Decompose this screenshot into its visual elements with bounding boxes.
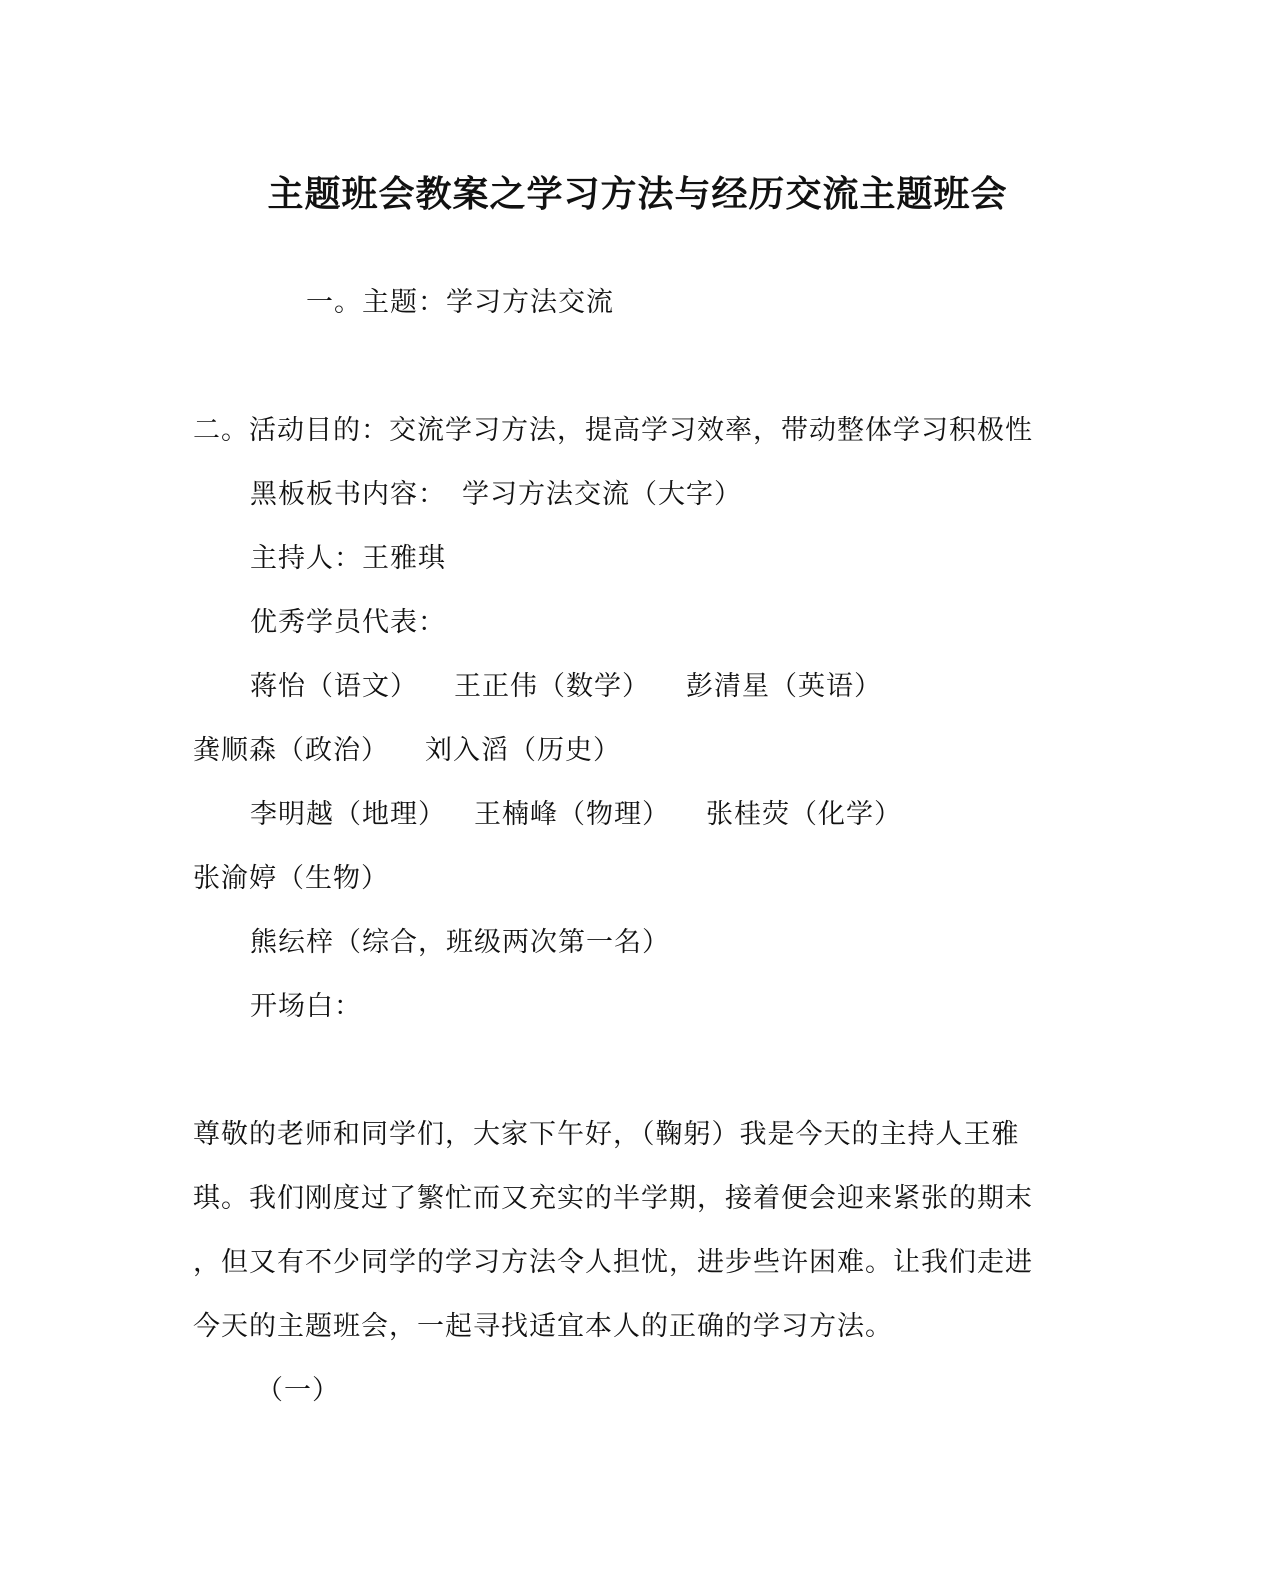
representatives-row-4 <box>193 862 389 896</box>
document-title: 主题班会教案之学习方法与经历交流主题班会 <box>267 173 1008 215</box>
blackboard-line <box>250 478 742 512</box>
opening-paragraph-line: 琪。我们刚度过了繁忙而又充实的半学期，接着便会迎来紧张的期末 <box>193 1183 1033 1214</box>
blackboard-content: 学习方法交流（大字） <box>462 479 742 510</box>
opening-paragraph-line: 今天的主题班会，一起寻找适宜本人的正确的学习方法。 <box>193 1311 893 1342</box>
opening-paragraph-line: 尊敬的老师和同学们，大家下午好，（鞠躬）我是今天的主持人王雅 <box>193 1119 1020 1150</box>
representative: 李明越（地理） <box>250 799 446 830</box>
representative: 王正伟（数学） <box>454 671 650 702</box>
blackboard-label: 黑板板书内容： <box>250 479 446 510</box>
representative: 龚顺森（政治） <box>193 735 389 766</box>
representative: 刘入滔（历史） <box>425 735 621 766</box>
representatives-row-3 <box>250 798 902 832</box>
representative: 张桂荧（化学） <box>706 799 902 830</box>
opening-paragraph-line: ，但又有不少同学的学习方法令人担忧，进步些许困难。让我们走进 <box>193 1247 1033 1278</box>
section-marker: （一） <box>256 1375 340 1406</box>
representatives-label: 优秀学员代表： <box>250 607 446 638</box>
representatives-row-2 <box>193 734 621 768</box>
host-line: 主持人：王雅琪 <box>250 543 446 574</box>
purpose-line: 二。活动目的：交流学习方法，提高学习效率，带动整体学习积极性 <box>193 415 1033 446</box>
representative: 王楠峰（物理） <box>474 799 670 830</box>
representative: 熊纭梓（综合，班级两次第一名） <box>250 927 670 958</box>
opening-label: 开场白： <box>250 991 362 1022</box>
representative: 蒋怡（语文） <box>250 671 418 702</box>
representatives-row-1 <box>250 670 882 704</box>
topic-line: 一。主题：学习方法交流 <box>306 287 614 318</box>
representatives-row-5 <box>250 926 670 960</box>
representative: 张渝婷（生物） <box>193 863 389 894</box>
representative: 彭清星（英语） <box>686 671 882 702</box>
